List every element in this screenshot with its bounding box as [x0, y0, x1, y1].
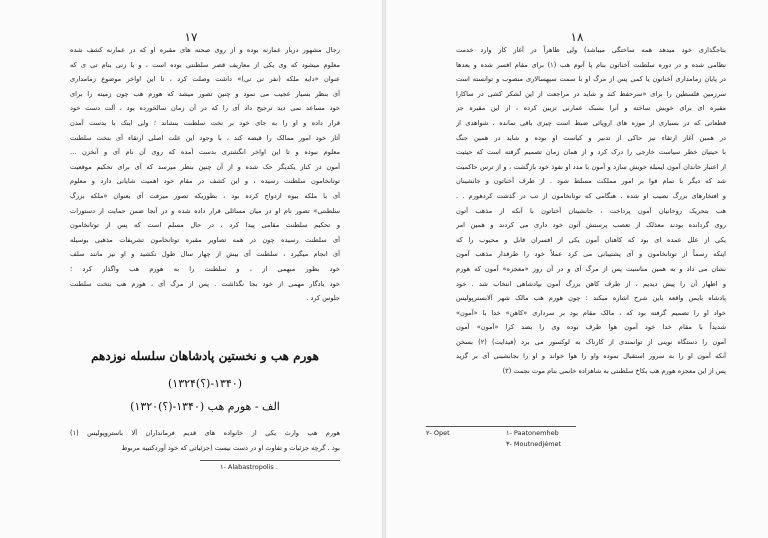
text-line: خود یادگار مهمی از خود بجا نگذاشت . پس از مرگ آی ، هورم هب بتخت سلطنت [70, 279, 340, 288]
text-line: آی بنظر بسیار عجیب می نمود و چنین تصور میشد که هورم هب چون زمینه را برای [70, 89, 340, 98]
text-line: پس از این معجزه هورم هب بکاخ سلطنتی به شاهزاده خانمی بنام موت نجمت (۳) [502, 367, 726, 376]
text-line: اینکه رسماً از توتانخامون و آی پشتیبانی می کرد عملاً خود را طرفدار مذهب آمون [456, 250, 726, 259]
text-line: آنکه آمون او را به سرور استقبال نموده واو را هوا خواند و او را بجانشینی آی بر گزید [456, 352, 726, 361]
text-line: و افتخارهای بزرگ نصیب او شده . هنگامی که توتانخامون از تب در گذشت کردهورم . . [456, 191, 726, 200]
text-line: سلطنتی» تصور نام او در میان مسائلی قرار داده شده و در آنجا ضمن حمایت از دستورات [70, 206, 340, 215]
text-line: رجال مشهور دربار عمارنه بوده و از روی صحنه های مقبره او که در عمارنه کشف شده [70, 46, 340, 54]
page-number: ۱۸ [570, 30, 584, 44]
body-paragraph [456, 43, 726, 379]
text-line: نشان می داد و به همین مناسبت پس از مرگ آی و در آن روز «معجزه» آمون که هورم [456, 264, 726, 273]
text-line: خود مساعد نمی دید ترجیح داد آی را که در آن زمان سالخورده بود ، آلت دست خود [70, 104, 340, 113]
text-line: آمون در کنار یکدیگر حک شده و از آن چنین بنظر میرسد که آی برای تحکیم موقعیت [70, 162, 340, 171]
section-years: (۱۳۴۰-(؟)۱۳۲۴) [167, 377, 242, 390]
text-line: و اظهار آن را پیش دیدیم ، از طرف کاهن بزرگ آمون بپادشاهی انتخاب شد . خود [456, 279, 726, 288]
page-number: ۱۷ [184, 30, 198, 44]
text-line: جلوس کرد . [306, 294, 340, 303]
text-line: سرزمین فلسطین را برای «سرحفظ کند و شاید در مراجعت از این لشکر کشی در ساکارا [456, 89, 726, 98]
body-paragraph [70, 426, 340, 455]
text-line: هورم هب وارث یکی از خانواده های قدیم فرمانداران آلا باستروپولیس (۱) [70, 429, 340, 437]
text-line: قطعاتی که در بسیاری از موزه های اروپائی ضبط است چیزی باقی نمانده ، شواهدی از [456, 118, 726, 127]
text-line: عنوان «دایه ملکه (نفر تی تی)» داشت وصلت کرد ، تا این اواخر موضوع زمامداری [70, 75, 340, 84]
text-line: آی با ملکه بیوه ازدواج کرده بود ، بطوریکه تصور میرفت آی بعنوان «ملکه بزرگ [70, 191, 340, 200]
left-page [0, 0, 382, 538]
text-line: بتاجگذاری خود میدهد همه ساختگی میباشد) ولی ظاهراً در آغاز کار وارد خدمت [456, 46, 726, 54]
text-line: آثار خود امور ممالک را قبضه کند ، با وجود این علت اصلی ارتقاء آی بتخت سلطنت [70, 133, 340, 142]
section-heading: هورم هب و نخستین پادشاهان سلسله نوزدهم [91, 349, 319, 363]
right-page [386, 0, 768, 538]
text-line: آی انجام میگیرد ، سلطنت آی بیش از چهار سال طول نکشید و او نیز مانند سلف [70, 250, 340, 259]
footnote-rule [200, 460, 340, 461]
text-line: قرار داده و او را به جای خود بر تخت سلطنت بنشاند ؛ ولی اینک با بدست آمدن [70, 118, 340, 127]
text-line: معلوم نبوده و تا این اواخر انگشتری بدست آمده که روی آن نام آی و آنخزن ... [70, 148, 340, 157]
body-paragraph [70, 43, 340, 306]
footnote: ۲- Opet [426, 429, 450, 437]
text-line: خود بطور مبهمی از ، و سلطنت را به هورم هب واگذار کرد ؛ [70, 264, 340, 273]
footnote: ۳- Moutnedjémet [506, 440, 562, 448]
text-line: آی سلطنت رسیده چون در همه تصاویر مقبره توتانخامون تشریفات مذهبی بوسیله [70, 235, 340, 244]
footnote: ۱- Alabastropolis . [220, 463, 278, 471]
text-line: در همین آغاز ارتقاء نیز حاکی از تدبیر و کیاست او بوده و شاید در همین جنگ [456, 133, 726, 142]
text-line: خواد او را تصمیم گرفته بود که ، مالک مقام بود بر سرداری «کاهن» خدا با «آمون» [456, 308, 726, 317]
footnote: ۱- Paatonemheb [506, 429, 559, 437]
text-line: یکی از علل عمده ای بود که کاهنان آمون یکی از افسران قابل و محبوب را که [456, 235, 726, 244]
text-line: و تحکیم سلطنت مقامی پیدا کرد ، در حال مسلم است که پس از توتانخامون [70, 221, 340, 230]
text-line: شدیداً با مقام خدا خود آمون هوا طرف بوده وی را بصد کرا «آمون» آمون [456, 323, 726, 332]
text-line: آمون را دستگاه نوینی از توانمندی از کارناک به لوکسور می برد (فیدایت) (۲) بسخن [456, 337, 726, 346]
text-line: معلوم میشود که وی یکی از معاریف قصر سلطنتی بوده است ، و با زنی بنام تی ی که [70, 60, 340, 69]
footnote-rule [426, 426, 576, 427]
text-line: روی گردانده بودند معذلک از تعصب پرستش آتون خود داری می کردند و همین امر [456, 221, 726, 230]
text-line: پادشاه بایمن واقعه باین شرح اشاره میکند : چون هورم هب مالک شهر آلابسترپولیس [456, 294, 726, 303]
text-line: توتانخامون سلطنت رسیده ، و این کشف در مقام خود اهمیت شایانی دارد و معلوم [70, 177, 340, 186]
text-line: شد که دیگر با تمام قوا بر امور مملکت مسلط شود . از طرف آخناتون و جانشینان [456, 177, 726, 186]
text-line: در پایان زمامداری آخناتون یا کمی پس از مرگ او با سمت سپهسالاری منصوب و توانسته است [456, 75, 726, 84]
text-line: از اعتبار خاندان آمون ایمیله خویش سازد و آمون با مدد او نفوذ خود بازگشت ، و از ترس حاکمیت [456, 162, 726, 171]
text-line: مقبره ای برای خویش ساخته و آنرا بسبک عمارنی تزیین کرده ، از این مقبره جز [456, 104, 726, 113]
text-line: بود . گرچه جزئیات و تفاوت او در دست نیست (جزئیاتی که خود آوردکتیبه مربوط [121, 443, 340, 452]
text-line: با حیتیان خطر سیاست خارجی را درک کرد و از همان زمان تصمیم گرفته است که حیثیت [456, 148, 726, 157]
text-line: هب بتحریک روحانیان آمون پرداخت ، جانشینان آخناتون با آنکه از مذهب آتون [456, 206, 726, 215]
text-line: نظامی شده و در دوره سلطنت آخناتون بنام پا آتوم هب (۱) برای مقام افسر شده و بعدها [456, 60, 726, 69]
subsection-heading: الف - هورم هب (۱۳۴۰-(؟)۱۳۲۰) [130, 400, 280, 413]
